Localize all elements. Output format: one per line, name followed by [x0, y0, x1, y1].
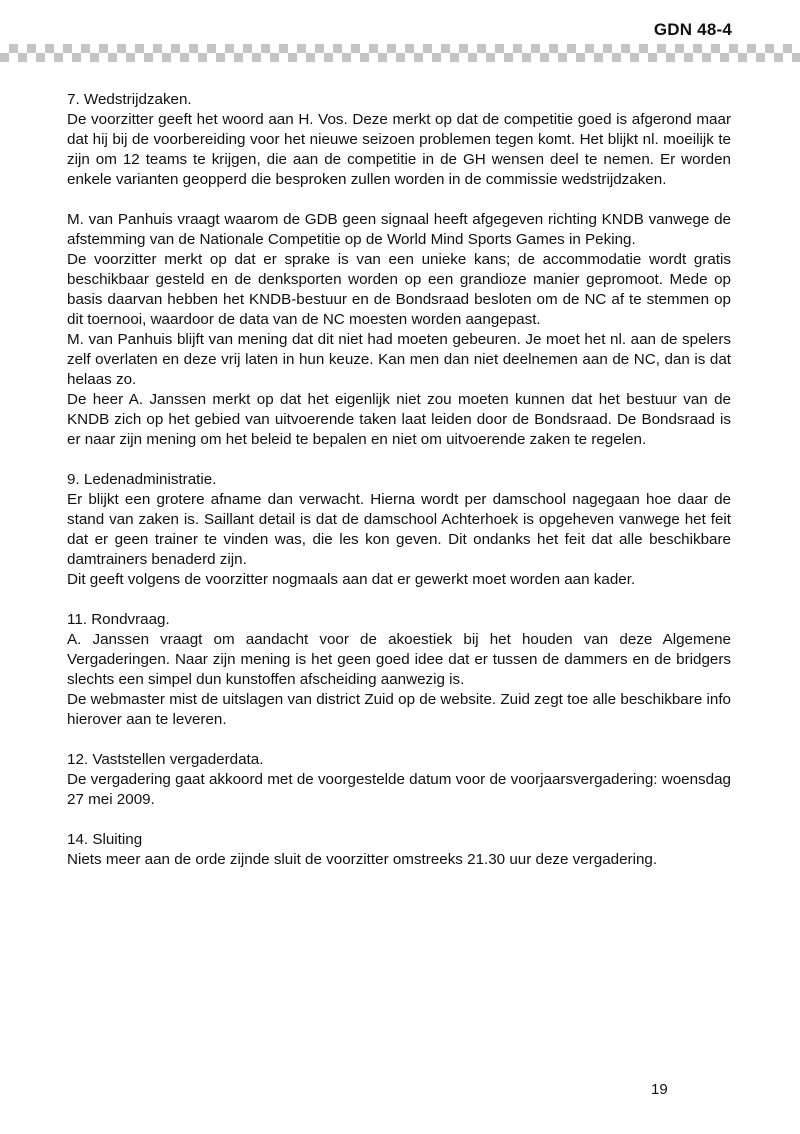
paragraph: A. Janssen vraagt om aandacht voor de akoestiek bij het houden van deze Algemene Vergaderingen. Naar zijn mening is het geen goed idee dat er tussen de dammers en de bridgers slechts een simpel dun kunstoffen afscheiding aanwezig is.	[67, 631, 731, 688]
section-heading: 7. Wedstrijdzaken.	[67, 91, 192, 108]
paragraph: De heer A. Janssen merkt op dat het eigenlijk niet zou moeten kunnen dat het bestuur van de KNDB zich op het gebied van uitvoerende taken laat leiden door de Bondsraad. De Bondsraad is er naar zijn mening om het beleid te bepalen en niet om uitvoerende zaken te regelen.	[67, 391, 731, 448]
paragraph: M. van Panhuis vraagt waarom de GDB geen signaal heeft afgegeven richting KNDB vanwege de afstemming van de Nationale Competitie op de World Mind Sports Games in Peking.	[67, 211, 731, 248]
paragraph: Er blijkt een grotere afname dan verwacht. Hierna wordt per damschool nagegaan hoe daar de stand van zaken is. Saillant detail is dat de damschool Achterhoek is opgeheven vanwege het feit dat er geen trainer te vinden was, die les kon geven. Dit ondanks het feit dat alle beschikbare damtrainers benaderd zijn.	[67, 491, 731, 568]
section-heading: 12. Vaststellen vergaderdata.	[67, 751, 264, 768]
section	[67, 830, 731, 870]
paragraph: Dit geeft volgens de voorzitter nogmaals aan dat er gewerkt moet worden aan kader.	[67, 571, 636, 588]
section	[67, 90, 731, 190]
section-heading: 14. Sluiting	[67, 831, 143, 848]
page-number: 19	[651, 1081, 668, 1098]
paragraph: De webmaster mist de uitslagen van district Zuid op de website. Zuid zegt toe alle beschikbare info hierover aan te leveren.	[67, 691, 731, 728]
section	[67, 750, 731, 810]
section	[67, 210, 731, 450]
document-id: GDN 48-4	[653, 20, 732, 39]
paragraph: De vergadering gaat akkoord met de voorgestelde datum voor de voorjaarsvergadering: woensdag 27 mei 2009.	[67, 771, 731, 808]
document-body	[67, 90, 731, 890]
paragraph: De voorzitter merkt op dat er sprake is van een unieke kans; de accommodatie wordt gratis beschikbaar gesteld en de denksporten worden op een grandioze manier gepromoot. Mede op basis daarvan hebben het KNDB-bestuur en de Bondsraad besloten om de NC af te stemmen op dit toernooi, waardoor de data van de NC moesten worden aangepast.	[67, 251, 731, 328]
section-heading: 9. Ledenadministratie.	[67, 471, 217, 488]
paragraph: Niets meer aan de orde zijnde sluit de voorzitter omstreeks 21.30 uur deze vergadering.	[67, 851, 658, 868]
paragraph: De voorzitter geeft het woord aan H. Vos. Deze merkt op dat de competitie goed is afgerond maar dat hij bij de voorbereiding voor het nieuwe seizoen problemen tegen komt. Het blijkt nl. moeilijk te zijn om 12 teams te krijgen, die aan de competitie in de GH wensen deel te nemen. Er worden enkele varianten geopperd die besproken zullen worden in de commissie wedstrijdzaken.	[67, 111, 731, 188]
paragraph: M. van Panhuis blijft van mening dat dit niet had moeten gebeuren. Je moet het nl. aan de spelers zelf overlaten en deze vrij laten in hun keuze. Kan men dan niet deelnemen aan de NC, dan is dat helaas zo.	[67, 331, 731, 388]
section-heading: 11. Rondvraag.	[67, 611, 170, 628]
section	[67, 610, 731, 730]
checkered-header-band	[0, 44, 800, 62]
section	[67, 470, 731, 590]
